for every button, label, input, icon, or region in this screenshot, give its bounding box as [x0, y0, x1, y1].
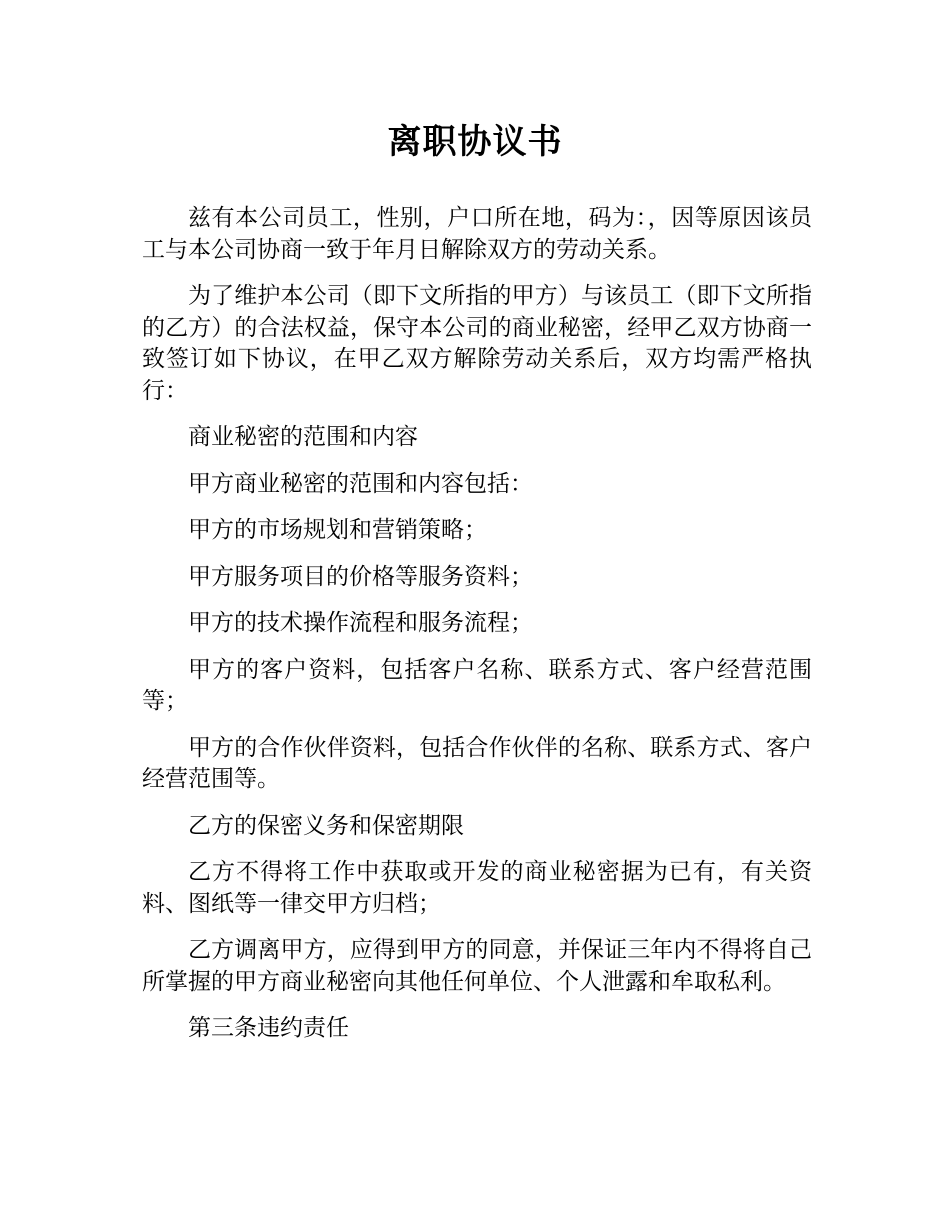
- document-body: [142, 203, 812, 1060]
- paragraph-three-year-term: 乙方调离甲方，应得到甲方的同意，并保证三年内不得将自己所掌握的甲方商业秘密向其他任何单位、个人泄露和牟取私利。: [142, 937, 812, 995]
- paragraph-trade-secret-includes: 甲方商业秘密的范围和内容包括：: [188, 470, 533, 497]
- list-item-marketing: 甲方的市场规划和营销策略；: [188, 517, 487, 543]
- paragraph-no-appropriation: 乙方不得将工作中获取或开发的商业秘密据为已有，有关资料、图纸等一律交甲方归档；: [142, 859, 812, 917]
- list-item-partner-data: 甲方的合作伙伴资料，包括合作伙伴的名称、联系方式、客户经营范围等。: [142, 734, 812, 792]
- list-item-pricing: 甲方服务项目的价格等服务资料；: [188, 563, 533, 590]
- paragraph-employee-info: 兹有本公司员工，性别，户口所在地，码为：，因等原因该员工与本公司协商一致于年月日解除双方的劳动关系。: [142, 205, 812, 263]
- document-title: 离职协议书: [387, 122, 563, 162]
- section-heading-trade-secret-scope: 商业秘密的范围和内容: [188, 424, 418, 450]
- paragraph-agreement-purpose: 为了维护本公司（即下文所指的甲方）与该员工（即下文所指的乙方）的合法权益，保守本公司的商业秘密，经甲乙双方协商一致签订如下协议，在甲乙双方解除劳动关系后，双方均需严格执行：: [142, 283, 812, 404]
- list-item-customer-data: 甲方的客户资料，包括客户名称、联系方式、客户经营范围等；: [142, 656, 812, 714]
- section-heading-breach-liability: 第三条违约责任: [188, 1015, 349, 1041]
- list-item-process: 甲方的技术操作流程和服务流程；: [188, 610, 533, 636]
- section-heading-confidentiality: 乙方的保密义务和保密期限: [188, 812, 464, 839]
